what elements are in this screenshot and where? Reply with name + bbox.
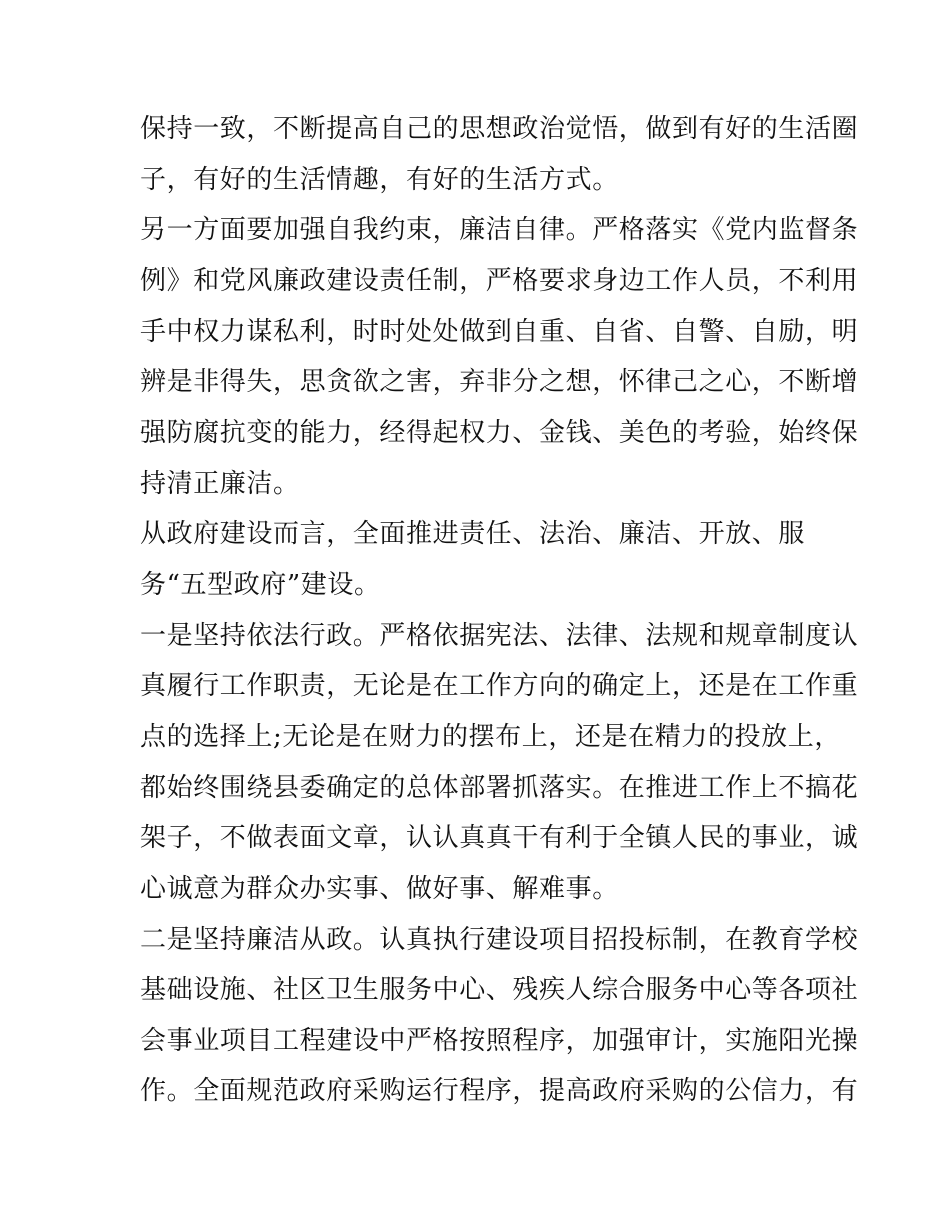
text-line: 持清正廉洁。 xyxy=(140,469,300,499)
text-line: 一是坚持依法行政。严格依据宪法、法律、法规和规章制度认 xyxy=(140,621,859,651)
text-line: 务“五型政府”建设。 xyxy=(140,570,381,600)
text-line: 例》和党风廉政建设责任制，严格要求身边工作人员，不利用 xyxy=(140,266,859,296)
text-line: 点的选择上;无论是在财力的摆布上，还是在精力的投放上， xyxy=(140,722,841,752)
text-line: 子，有好的生活情趣，有好的生活方式。 xyxy=(140,165,619,195)
text-line: 二是坚持廉洁从政。认真执行建设项目招投标制，在教育学校 xyxy=(140,925,859,955)
text-line: 从政府建设而言，全面推进责任、法治、廉洁、开放、服 xyxy=(140,519,806,549)
text-line: 会事业项目工程建设中严格按照程序，加强审计，实施阳光操 xyxy=(140,1026,859,1056)
text-line: 心诚意为群众办实事、做好事、解难事。 xyxy=(140,874,619,904)
text-line: 保持一致，不断提高自己的思想政治觉悟，做到有好的生活圈 xyxy=(140,114,859,144)
text-line: 都始终围绕县委确定的总体部署抓落实。在推进工作上不搞花 xyxy=(140,773,859,803)
text-line: 基础设施、社区卫生服务中心、残疾人综合服务中心等各项社 xyxy=(140,975,859,1005)
text-line: 辨是非得失，思贪欲之害，弃非分之想，怀律己之心，不断增 xyxy=(140,367,859,397)
text-line: 强防腐抗变的能力，经得起权力、金钱、美色的考验，始终保 xyxy=(140,418,859,448)
text-line: 架子，不做表面文章，认认真真干有利于全镇人民的事业，诚 xyxy=(140,823,859,853)
text-line: 真履行工作职责，无论是在工作方向的确定上，还是在工作重 xyxy=(140,671,859,701)
text-line: 作。全面规范政府采购运行程序，提高政府采购的公信力，有 xyxy=(140,1076,859,1106)
text-line: 另一方面要加强自我约束，廉洁自律。严格落实《党内监督条 xyxy=(140,215,859,245)
text-line: 手中权力谋私利，时时处处做到自重、自省、自警、自励，明 xyxy=(140,317,859,347)
